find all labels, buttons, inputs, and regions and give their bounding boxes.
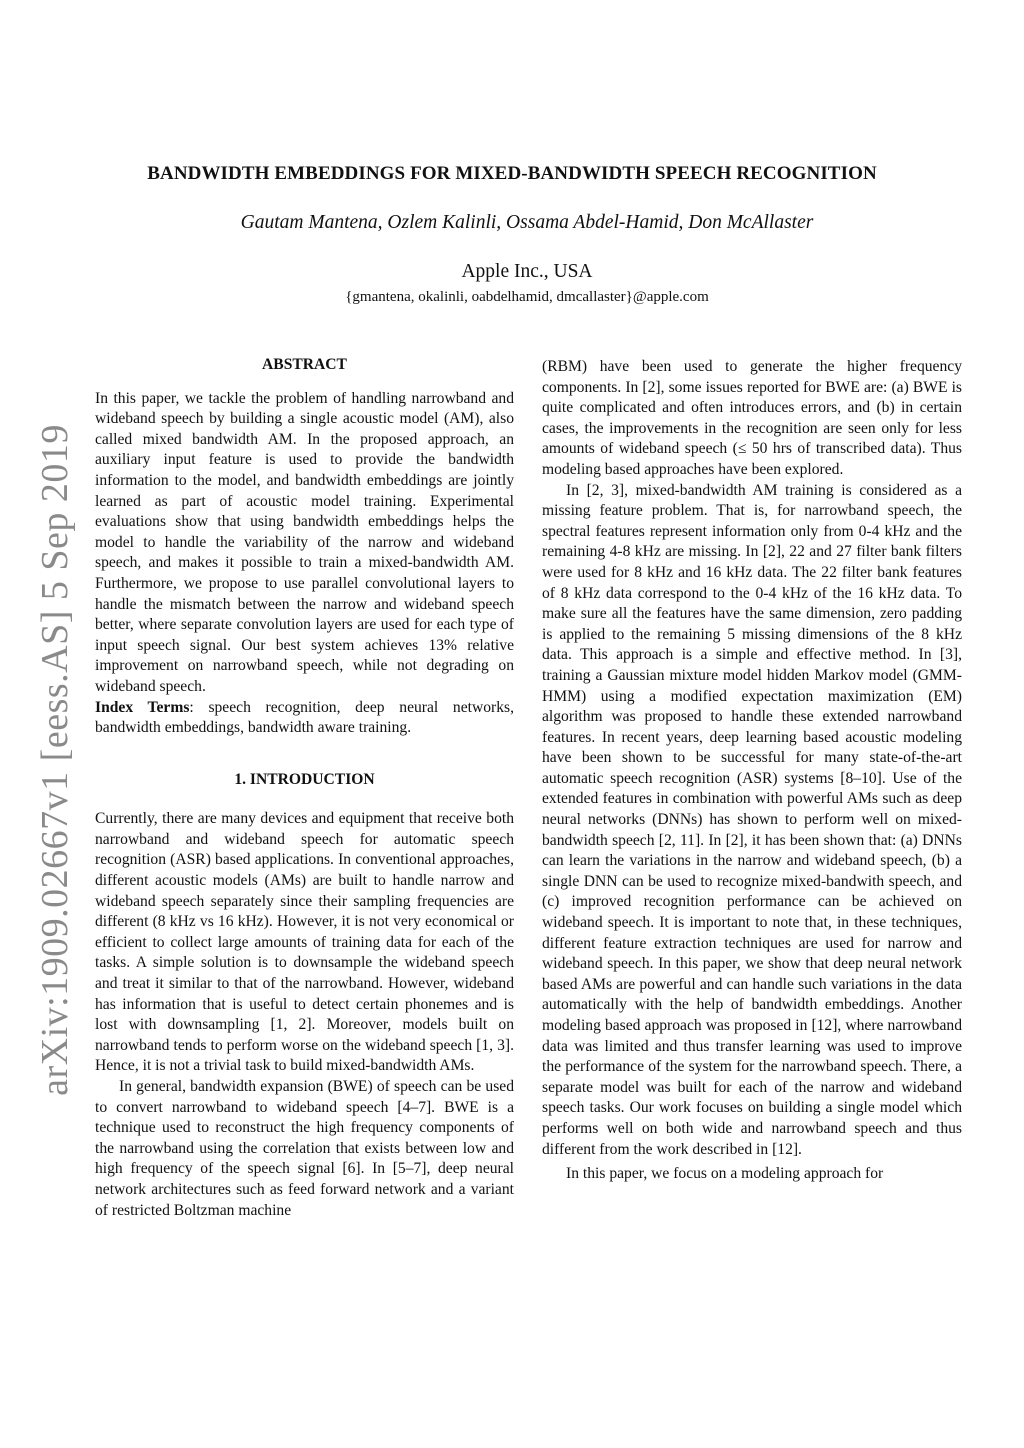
intro-paragraph-5: In this paper, we focus on a modeling approach for [566, 1165, 884, 1183]
paper-title: BANDWIDTH EMBEDDINGS FOR MIXED-BANDWIDTH SPEECH RECOGNITION [147, 163, 877, 184]
index-terms-text: : speech recognition, deep neural networks, bandwidth embeddings, bandwidth aware training. [95, 698, 514, 737]
affiliation: Apple Inc., USA [461, 261, 593, 282]
introduction-heading: 1. INTRODUCTION [234, 770, 375, 788]
index-terms [95, 698, 514, 739]
intro-paragraph-2: In general, bandwidth expansion (BWE) of speech can be used to convert narrowband to wideband speech [4–7]. BWE is a technique used to reconstruct the high frequency components of the narrowband using the correlation that exists between low and high frequency of the speech signal [6]. In [5–7], deep neural network architectures such as feed forward network and a variant of restricted Boltzman machine [95, 1078, 514, 1219]
author-emails: {gmantena, okalinli, oabdelhamid, dmcallaster}@apple.com [345, 289, 709, 305]
abstract-heading: ABSTRACT [262, 356, 347, 373]
index-terms-label: Index Terms [95, 698, 190, 716]
intro-paragraph-1: Currently, there are many devices and equipment that receive both narrowband and wideband speech for automatic speech recognition (ASR) based applications. In conventional approaches, different acoustic models (AMs) are built to handle narrow and wideband speech separately since their sampling frequencies are different (8 kHz vs 16 kHz). However, it is not very economical or efficient to collect large amounts of training data for each of the tasks. A simple solution is to downsample the wideband speech and treat it similar to that of the narrowband. However, wideband has information that is useful to detect certain phonemes and is lost with downsampling [1, 2]. Moreover, models built on narrowband tends to perform worse on the wideband speech [1, 3]. Hence, it is not a trivial task to build mixed-bandwidth AMs. [95, 810, 514, 1075]
right-column [542, 357, 962, 1185]
intro-paragraph-3: (RBM) have been used to generate the higher frequency components. In [2], some issues reported for BWE are: (a) BWE is quite complicated and often introduces errors, and (b) in certain cases, the improvements in the recognition are seen only for less amounts of wideband speech (≤ 50 hrs of transcribed data). Thus modeling based approaches have been explored. [542, 358, 962, 478]
intro-paragraph-4: In [2, 3], mixed-bandwidth AM training is considered as a missing feature problem. That is, for narrowband speech, the spectral features represent information only from 0-4 kHz and the remaining 4-8 kHz are missing. In [2], 22 and 27 filter bank filters were used for 8 kHz and 16 kHz data. The 22 filter bank features of 8 kHz data correspond to the 0-4 kHz of the 16 kHz data. To make sure all the features have the same dimension, zero padding is applied to the remaining 5 missing dimensions of the 8 kHz data. This approach is a simple and effective method. In [3], training a Gaussian mixture model hidden Markov model (GMM-HMM) using a modified expectation maximization (EM) algorithm was proposed to handle these extended narrowband features. In recent years, deep learning based acoustic modeling have been shown to be successful for many state-of-the-art automatic speech recognition (ASR) systems [8–10]. Use of the extended features in combination with powerful AMs such as deep neural networks (DNNs) has shown to perform well on mixed-bandwidth speech [2, 11]. In [2], it has been shown that: (a) DNNs can learn the variations in the narrow and wideband speech, (b) a single DNN can be used to recognize mixed-bandwith speech, and (c) improved recognition performance can be achieved on wideband speech. It is important to note that, in these techniques, different feature extraction techniques are used for narrow and wideband speech. In this paper, we show that deep neural network based AMs are powerful and can handle such variations in the data automatically with the help of bandwidth embeddings. Another modeling based approach was proposed in [12], where narrowband data was limited and thus transfer learning was used to improve the performance of the system for the narrowband speech. There, a separate model was built for each of the narrow and wideband speech tasks. Our work focuses on building a single model which performs well on both wide and narrowband speech and thus different from the work described in [12]. [542, 481, 962, 1158]
abstract-text: In this paper, we tackle the problem of handling narrowband and wideband speech by building a single acoustic model (AM), also called mixed bandwidth AM. In the proposed approach, an auxiliary input feature is used to provide the bandwidth information to the model, and bandwidth embeddings are jointly learned as part of acoustic model training. Experimental evaluations show that using bandwidth embeddings helps the model to handle the variability of the narrow and wideband speech, and makes it possible to train a mixed-bandwidth AM. Furthermore, we propose to use parallel convolutional layers to handle the mismatch between the narrow and wideband speech better, where separate convolution layers are used for each type of input speech signal. Our best system achieves 13% relative improvement on narrowband speech, while not degrading on wideband speech. [95, 389, 514, 695]
left-column [95, 355, 514, 1221]
author-list: Gautam Mantena, Ozlem Kalinli, Ossama Abdel-Hamid, Don McAllaster [240, 212, 814, 233]
arxiv-identifier-text: arXiv:1909.02667v1 [eess.AS] 5 Sep 2019 [34, 424, 76, 1096]
